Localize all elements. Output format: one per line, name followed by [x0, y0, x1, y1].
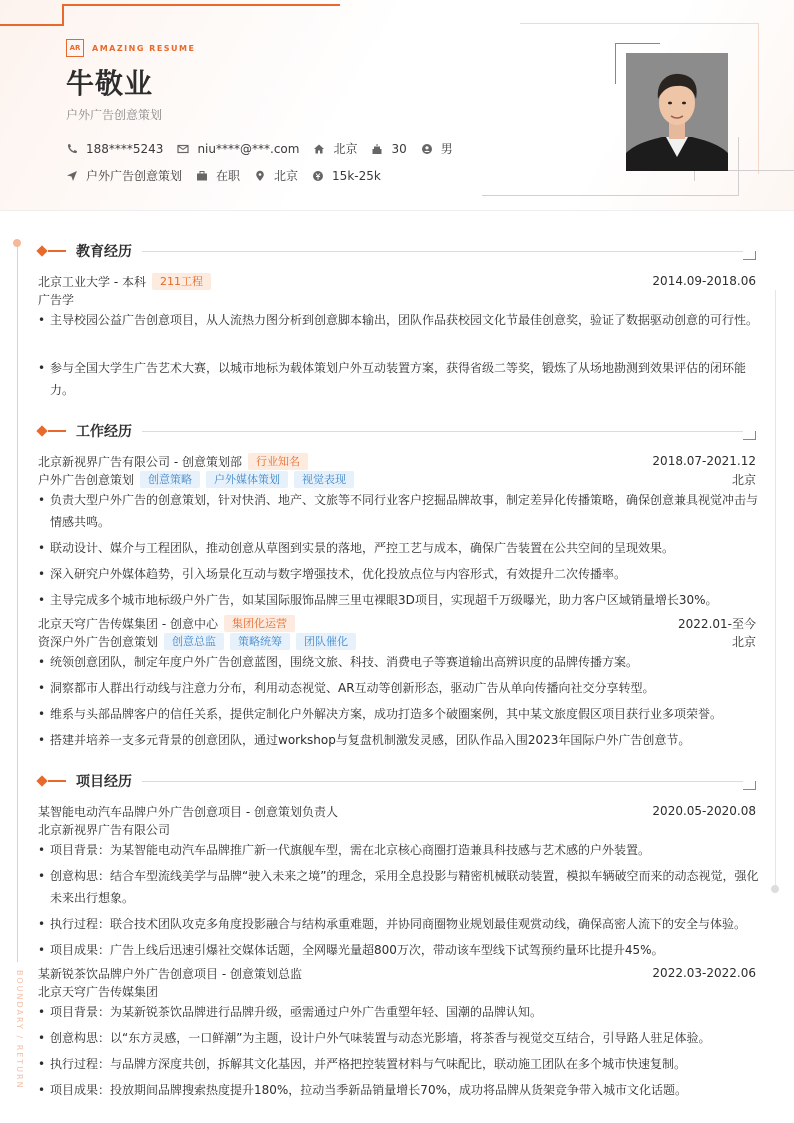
section-divider: [142, 781, 743, 782]
diamond-icon: [36, 425, 47, 436]
project-org-row: [38, 821, 756, 837]
send-icon: [66, 170, 78, 182]
location-pin-icon: [254, 170, 266, 182]
skill-tag: 创意策略: [140, 471, 200, 488]
skill-tag: 策略统筹: [230, 633, 290, 650]
list-item: • 项目背景：为某新锐茶饮品牌进行品牌升级，亟需通过户外广告重塑年轻、国潮的品牌认知。: [38, 1001, 762, 1023]
company-tag: 行业知名: [248, 453, 308, 470]
section-corner: [743, 431, 756, 440]
skill-tag: 视觉表现: [294, 471, 354, 488]
dates: 2018.07-2021.12: [652, 454, 756, 468]
portrait-illustration: [626, 53, 728, 171]
list-item: • 参与全国大学生广告艺术大赛，以城市地标为载体策划户外互动装置方案，获得省级二等奖，锻炼了从场地勘测到效果评估的闭环能力。: [38, 357, 762, 401]
project-entry-header: [38, 965, 756, 981]
skill-tag: 创意总监: [164, 633, 224, 650]
project-name: 某智能电动汽车品牌户外广告创意项目 - 创意策划负责人: [38, 804, 338, 819]
role-title: 资深户外广告创意策划: [38, 634, 159, 649]
company-name: 北京天穹广告传媒集团 - 创意中心: [38, 616, 218, 631]
project-org-row: [38, 983, 756, 999]
company-name: 北京新视界广告有限公司 - 创意策划部: [38, 454, 242, 469]
contact-row: [66, 140, 467, 157]
title-dash: [48, 250, 66, 252]
user-circle-icon: [421, 143, 433, 155]
project-org: 北京天穹广告传媒集团: [38, 984, 159, 999]
phone-icon: [66, 143, 78, 155]
list-item: • 创意构思：以“东方灵感，一口鲜潮”为主题，设计户外气味装置与动态光影墙，将茶香与视觉交互结合，引导路人驻足体验。: [38, 1027, 762, 1049]
list-item: • 执行过程：联合技术团队攻克多角度投影融合与结构承重难题，并协同商圈物业规划最佳观赏动线，确保高密人流下的安全与体验。: [38, 913, 762, 935]
profile-photo: [626, 53, 728, 171]
timeline-line: [17, 242, 18, 962]
project-section-header: [36, 771, 756, 791]
school-name: 北京工业大学 - 本科: [38, 274, 146, 289]
dates: 2022.03-2022.06: [652, 966, 756, 980]
skill-tag: 团队催化: [296, 633, 356, 650]
age: 30: [391, 141, 407, 156]
corner-decoration: [62, 4, 64, 26]
major: 广告学: [38, 292, 75, 307]
role-row: [38, 633, 756, 649]
email-item: [177, 142, 299, 156]
gender: 男: [440, 142, 453, 156]
logo-text: AMAZING RESUME: [92, 43, 196, 53]
cake-icon: [371, 143, 383, 155]
candidate-title: 户外广告创意策划: [66, 108, 163, 122]
list-item: • 负责大型户外广告的创意策划，针对快消、地产、文旅等不同行业客户挖掘品牌故事，制定差异化传播策略，确保创意兼具视觉冲击与情感共鸣。: [38, 489, 762, 533]
salary: 15k-25k: [332, 168, 381, 183]
project-entry-header: [38, 803, 756, 819]
section-title: 工作经历: [76, 424, 132, 440]
project-name: 某新锐茶饮品牌户外广告创意项目 - 创意策划总监: [38, 966, 302, 981]
list-item: • 执行过程：与品牌方深度共创，拆解其文化基因，并严格把控装置材料与气味配比，联动施工团队在多个城市快速复制。: [38, 1053, 762, 1075]
phone-number: 188****5243: [86, 141, 164, 156]
list-item: • 维系与头部品牌客户的信任关系，提供定制化户外解决方案，成功打造多个破圈案例，其中某文旅度假区项目获行业多项荣誉。: [38, 703, 762, 725]
city: 北京: [333, 142, 358, 156]
school-tag: 211工程: [152, 273, 211, 290]
mail-icon: [177, 143, 189, 155]
location: 北京: [731, 634, 756, 649]
company-tag: 集团化运营: [224, 615, 295, 632]
logo-mark: AR: [66, 39, 84, 57]
role-row: [38, 471, 756, 487]
location: 北京: [731, 472, 756, 487]
education-section-header: [36, 241, 756, 261]
section-divider: [142, 431, 743, 432]
education-entry: [38, 273, 756, 289]
list-item: • 项目成果：投放期间品牌搜索热度提升180%，拉动当季新品销量增长70%，成功将品牌从货架竞争带入城市文化话题。: [38, 1079, 762, 1101]
diamond-icon: [36, 775, 47, 786]
salary-item: [312, 169, 381, 183]
list-item: • 联动设计、媒介与工程团队，推动创意从草图到实景的落地，严控工艺与成本，确保广告装置在公共空间的呈现效果。: [38, 537, 762, 559]
target-job-item: [66, 167, 182, 184]
list-item: • 统领创意团队，制定年度户外广告创意蓝图，围绕文旅、科技、消费电子等赛道输出高辨识度的品牌传播方案。: [38, 651, 762, 673]
age-item: [371, 142, 406, 156]
list-item: • 洞察都市人群出行动线与注意力分布，利用动态视觉、AR互动等创新形态，驱动广告从单向传播向社交分享转型。: [38, 677, 762, 699]
list-item: • 项目成果：广告上线后迅速引爆社交媒体话题，全网曝光量超800万次，带动该车型线下试驾预约量环比提升45%。: [38, 939, 762, 961]
candidate-name: 牛敬业: [66, 67, 154, 100]
timeline-dot: [13, 239, 21, 247]
list-item: • 主导完成多个城市地标级户外广告，如某国际服饰品牌三里屯裸眼3D项目，实现超千万级曝光，助力客户区域销量增长30%。: [38, 589, 762, 611]
list-item: • 搭建并培养一支多元背景的创意团队，通过workshop与复盘机制激发灵感，团队作品入围2023年国际户外广告创意节。: [38, 729, 762, 751]
section-corner: [743, 251, 756, 260]
coin-icon: [312, 170, 324, 182]
logo: [66, 39, 195, 57]
right-border-dot: [771, 885, 779, 893]
dates: 2014.09-2018.06: [652, 274, 756, 288]
major-row: [38, 291, 756, 307]
city-item: [313, 140, 357, 157]
corner-decoration: [0, 24, 64, 26]
target-city: 北京: [274, 169, 299, 183]
skill-tag: 户外媒体策划: [206, 471, 288, 488]
phone-item: [66, 142, 163, 156]
dates: 2020.05-2020.08: [652, 804, 756, 818]
corner-decoration: [62, 4, 340, 6]
list-item: • 创意构思：结合车型流线美学与品牌“驶入未来之境”的理念，采用全息投影与精密机械联动装置，模拟车辆破空而来的动态视觉，强化未来出行想象。: [38, 865, 762, 909]
home-icon: [313, 143, 325, 155]
briefcase-icon: [196, 170, 208, 182]
work-entry-header: [38, 615, 756, 631]
list-item: • 深入研究户外媒体趋势，引入场景化互动与数字增强技术，优化投放点位与内容形式，有效提升二次传播率。: [38, 563, 762, 585]
photo-frame-decoration: [694, 170, 794, 181]
work-entry-header: [38, 453, 756, 469]
work-section-header: [36, 421, 756, 441]
section-corner: [743, 781, 756, 790]
section-title: 教育经历: [76, 244, 132, 260]
status-item: [196, 167, 240, 184]
sidebar-vertical-text: BOUNDARY / RETURN: [15, 970, 24, 1090]
target-job: 户外广告创意策划: [86, 169, 183, 183]
target-city-item: [254, 167, 298, 184]
right-border-line: [775, 290, 776, 890]
resume-header: [0, 0, 794, 211]
dates: 2022.01-至今: [678, 616, 756, 631]
project-org: 北京新视界广告有限公司: [38, 822, 171, 837]
role-title: 户外广告创意策划: [38, 472, 135, 487]
title-dash: [48, 780, 66, 782]
section-divider: [142, 251, 743, 252]
diamond-icon: [36, 245, 47, 256]
job-intent-row: [66, 167, 395, 184]
section-title: 项目经历: [76, 774, 132, 790]
employment-status: 在职: [216, 169, 241, 183]
list-item: • 主导校园公益广告创意项目，从人流热力图分析到创意脚本输出，团队作品获校园文化节最佳创意奖，验证了数据驱动创意的可行性。: [38, 309, 762, 331]
email-address: niu****@***.com: [197, 141, 300, 156]
gender-item: [421, 140, 453, 157]
title-dash: [48, 430, 66, 432]
list-item: • 项目背景：为某智能电动汽车品牌推广新一代旗舰车型，需在北京核心商圈打造兼具科技感与艺术感的户外装置。: [38, 839, 762, 861]
